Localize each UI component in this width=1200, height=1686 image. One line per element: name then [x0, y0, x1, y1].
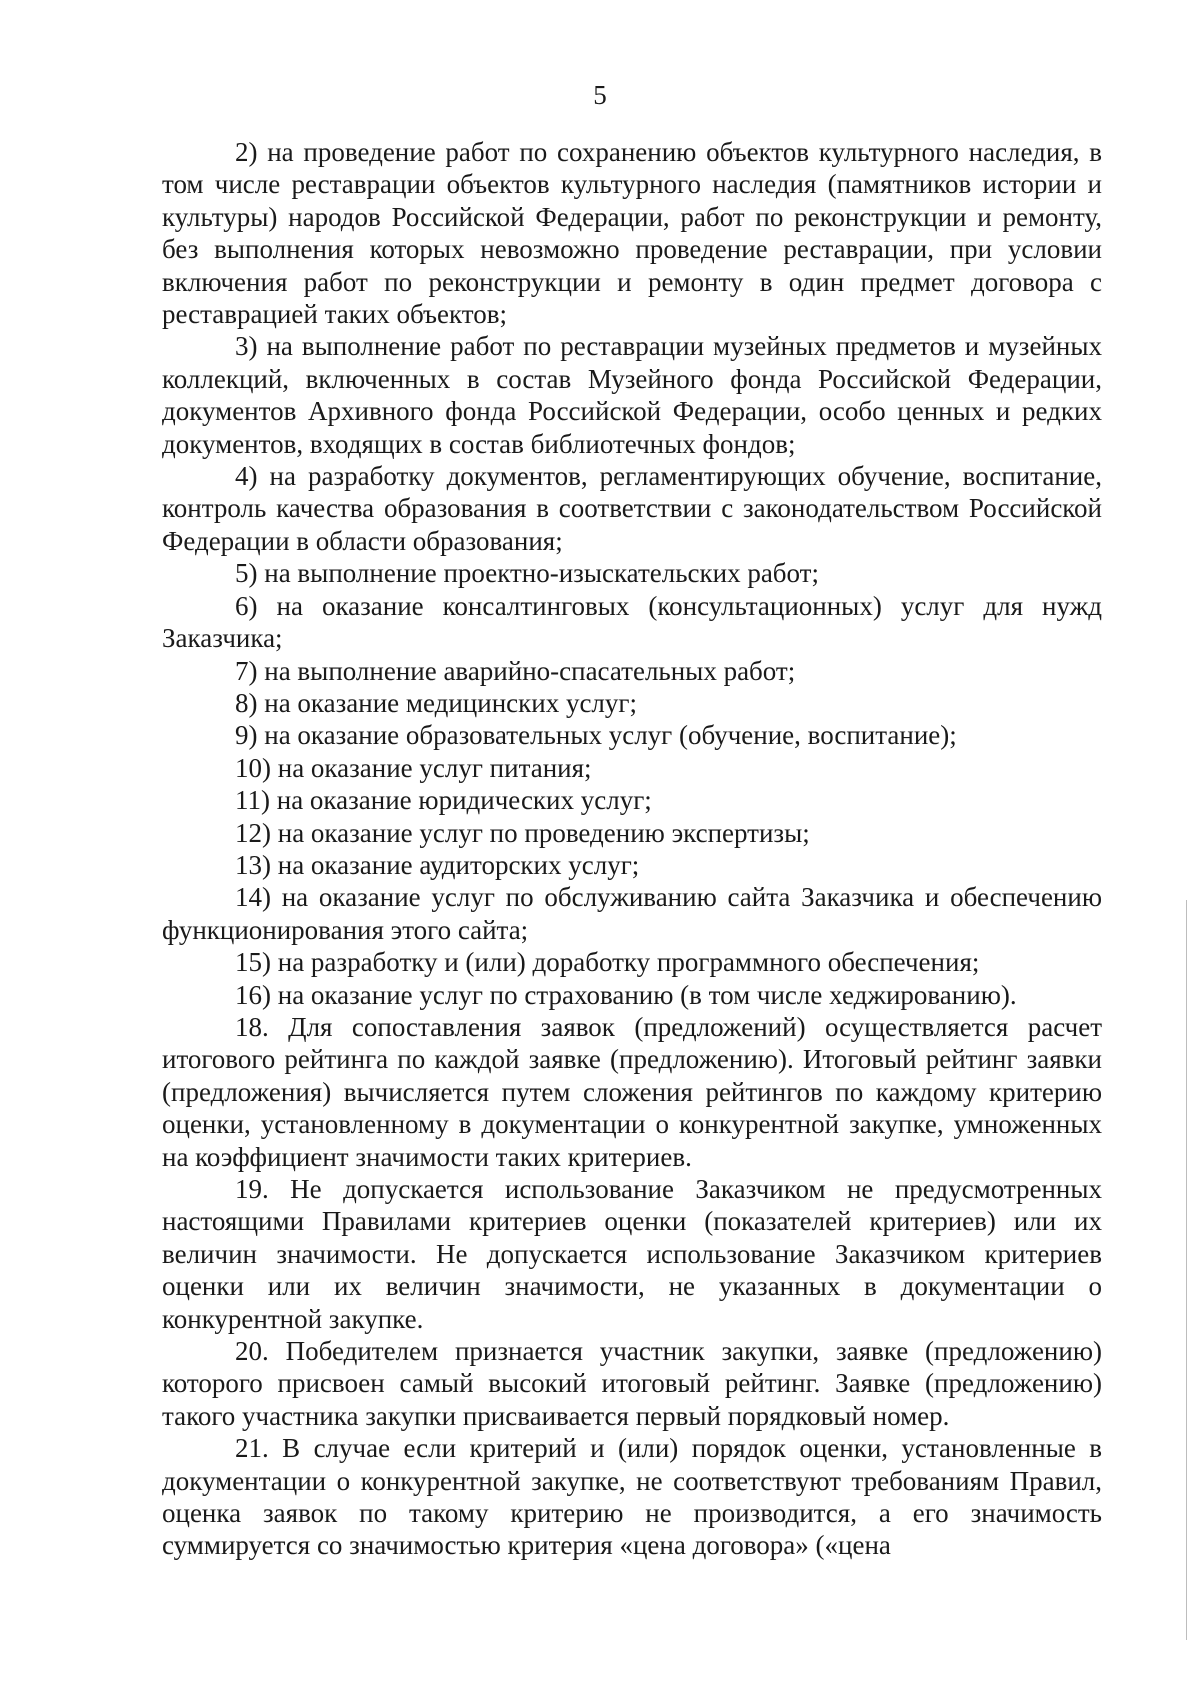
- paragraph-item-14: 14) на оказание услуг по обслуживанию сайта Заказчика и обеспечению функционирования этого сайта;: [162, 882, 1102, 945]
- page-number: 5: [593, 80, 607, 110]
- paragraph-clause-19: 19. Не допускается использование Заказчиком не предусмотренных настоящими Правилами критериев оценки (показателей критериев) или их величин значимости. Не допускается использование Заказчиком критериев оценки или их величин значимости, не указанных в документации о конкурентной закупке.: [162, 1174, 1102, 1334]
- scan-edge-line: [1186, 900, 1187, 1640]
- paragraph-item-12: 12) на оказание услуг по проведению экспертизы;: [235, 817, 810, 848]
- paragraph-clause-20: 20. Победителем признается участник закупки, заявке (предложению) которого присвоен самый высокий итоговый рейтинг. Заявке (предложению) такого участника закупки присваивается первый порядковый номер.: [162, 1336, 1102, 1431]
- paragraph-item-10: 10) на оказание услуг питания;: [235, 752, 592, 783]
- document-body: [162, 136, 1102, 1562]
- paragraph-item-4: 4) на разработку документов, регламентирующих обучение, воспитание, контроль качества образования в соответствии с законодательством Российской Федерации в области образования;: [162, 461, 1102, 556]
- paragraph-item-16: 16) на оказание услуг по страхованию (в том числе хеджированию).: [235, 979, 1017, 1010]
- paragraph-item-13: 13) на оказание аудиторских услуг;: [235, 849, 640, 880]
- paragraph-item-2: 2) на проведение работ по сохранению объектов культурного наследия, в том числе реставрации объектов культурного наследия (памятников истории и культуры) народов Российской Федерации, работ по реконструкции и ремонту, без выполнения которых невозможно проведение реставрации, при условии включения работ по реконструкции и ремонту в один предмет договора с реставрацией таких объектов;: [162, 137, 1102, 330]
- paragraph-item-11: 11) на оказание юридических услуг;: [235, 785, 652, 816]
- paragraph-item-6: 6) на оказание консалтинговых (консультационных) услуг для нужд Заказчика;: [162, 590, 1102, 654]
- paragraph-item-3: 3) на выполнение работ по реставрации музейных предметов и музейных коллекций, включенных в состав Музейного фонда Российской Федерации, документов Архивного фонда Российской Федерации, особо ценных и редких документов, входящих в состав библиотечных фондов;: [162, 331, 1102, 459]
- paragraph-clause-21: 21. В случае если критерий и (или) порядок оценки, установленные в документации о конкурентной закупке, не соответствуют требованиям Правил, оценка заявок по такому критерию не производится, а его значимость суммируется со значимостью критерия «цена договора» («цена: [162, 1433, 1102, 1561]
- paragraph-item-7: 7) на выполнение аварийно-спасательных работ;: [235, 655, 796, 686]
- paragraph-item-15: 15) на разработку и (или) доработку программного обеспечения;: [235, 947, 980, 978]
- paragraph-item-8: 8) на оказание медицинских услуг;: [235, 687, 637, 718]
- paragraph-item-5: 5) на выполнение проектно-изыскательских работ;: [235, 558, 819, 589]
- paragraph-item-9: 9) на оказание образовательных услуг (обучение, воспитание);: [235, 720, 957, 751]
- paragraph-clause-18: 18. Для сопоставления заявок (предложений) осуществляется расчет итогового рейтинга по каждой заявке (предложению). Итоговый рейтинг заявки (предложения) вычисляется путем сложения рейтингов по каждому критерию оценки, установленному в документации о конкурентной закупке, умноженных на коэффициент значимости таких критериев.: [162, 1011, 1102, 1172]
